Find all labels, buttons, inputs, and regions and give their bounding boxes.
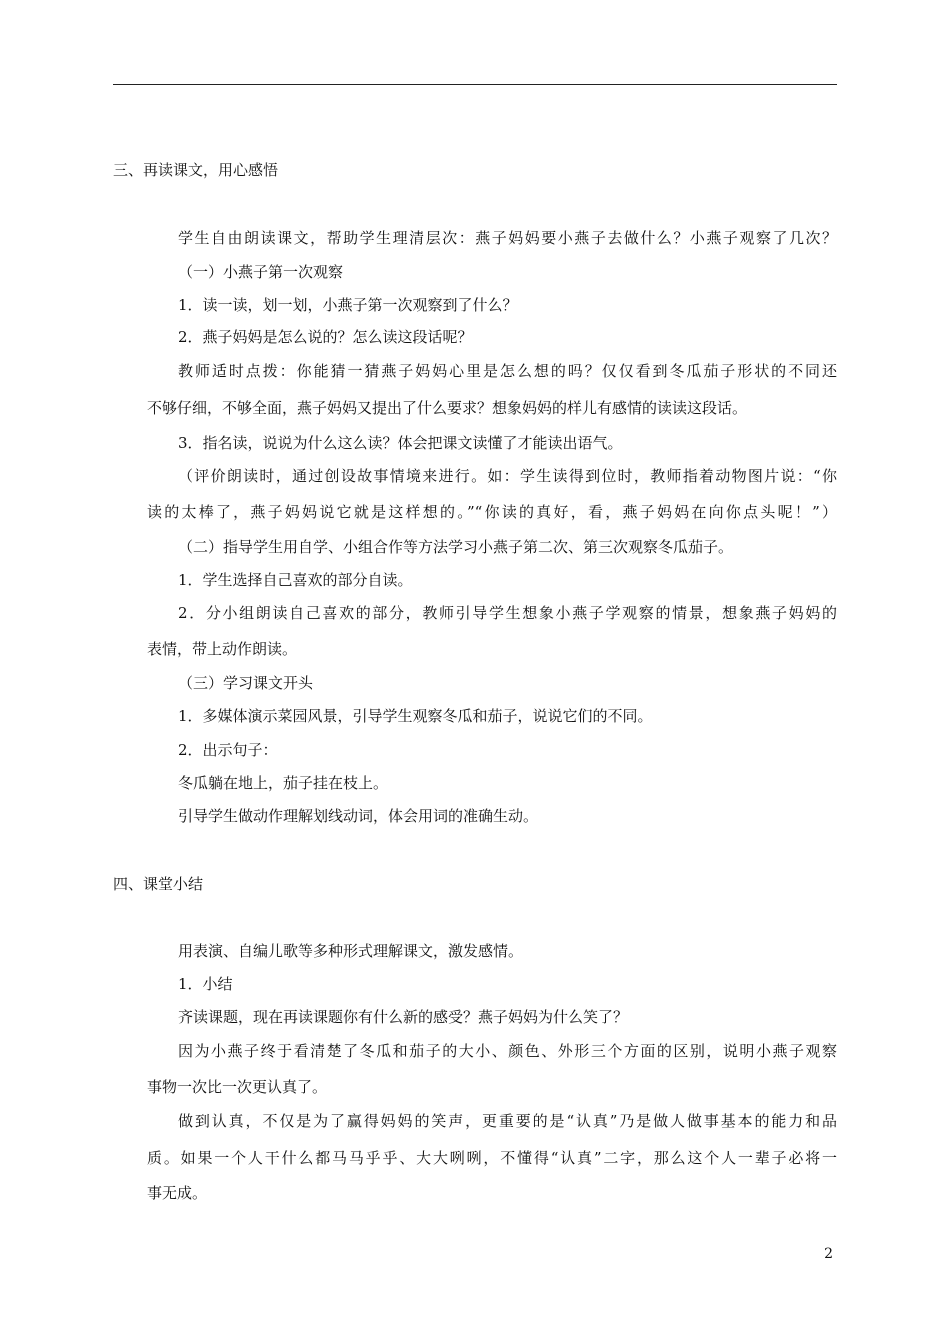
section-heading: 三、再读课文，用心感悟 — [113, 161, 279, 179]
subsection-heading: （一）小燕子第一次观察 — [178, 263, 344, 281]
paragraph-line: 因为小燕子终于看清楚了冬瓜和茄子的大小、颜色、外形三个方面的区别，说明小燕子观察 — [178, 1042, 837, 1060]
list-item: 3．指名读，说说为什么这么读？体会把课文读懂了才能读出语气。 — [178, 434, 623, 452]
paragraph-line: 不够仔细，不够全面，燕子妈妈又提出了什么要求？想象妈妈的样儿有感情的读读这段话。 — [147, 399, 748, 417]
paragraph-line: 学生自由朗读课文，帮助学生理清层次：燕子妈妈要小燕子去做什么？小燕子观察了几次？ — [178, 229, 837, 247]
paragraph-line: 事物一次比一次更认真了。 — [147, 1078, 328, 1096]
list-item: 2．燕子妈妈是怎么说的？怎么读这段话呢？ — [178, 328, 473, 346]
quoted-sentence: 冬瓜躺在地上，茄子挂在枝上。 — [178, 774, 389, 792]
section-heading: 四、课堂小结 — [113, 875, 204, 893]
paragraph-line: 教师适时点拨：你能猜一猜燕子妈妈心里是怎么想的吗？仅仅看到冬瓜茄子形状的不同还 — [178, 362, 837, 380]
paragraph-line: 用表演、自编儿歌等多种形式理解课文，激发感情。 — [178, 942, 524, 960]
paragraph-line: 做到认真，不仅是为了赢得妈妈的笑声，更重要的是“认真”乃是做人做事基本的能力和品 — [178, 1112, 837, 1130]
paragraph-line: 事无成。 — [147, 1184, 208, 1202]
paragraph-line: 齐读课题，现在再读课题你有什么新的感受？燕子妈妈为什么笑了？ — [178, 1008, 629, 1026]
paragraph-line: （评价朗读时，通过创设故事情境来进行。如：学生读得到位时，教师指着动物图片说：“你 — [178, 467, 837, 485]
subsection-heading: （三）学习课文开头 — [178, 674, 314, 692]
subsection-heading: （二）指导学生用自学、小组合作等方法学习小燕子第二次、第三次观察冬瓜茄子。 — [178, 538, 734, 556]
paragraph-line: 读的太棒了，燕子妈妈说它就是这样想的。”“你读的真好，看，燕子妈妈在向你点头呢！”） — [147, 503, 837, 521]
list-item: 1．多媒体演示菜园风景，引导学生观察冬瓜和茄子，说说它们的不同。 — [178, 707, 653, 725]
header-rule — [113, 84, 837, 85]
list-item: 1．学生选择自己喜欢的部分自读。 — [178, 571, 413, 589]
list-item: 1．小结 — [178, 975, 233, 993]
list-item: 1．读一读，划一划，小燕子第一次观察到了什么？ — [178, 296, 518, 314]
paragraph-line: 表情，带上动作朗读。 — [147, 640, 298, 658]
page-number: 2 — [824, 1246, 833, 1262]
paragraph-line: 引导学生做动作理解划线动词，体会用词的准确生动。 — [178, 807, 539, 825]
list-item: 2．出示句子： — [178, 741, 278, 759]
list-item: 2．分小组朗读自己喜欢的部分，教师引导学生想象小燕子学观察的情景，想象燕子妈妈的 — [178, 604, 837, 622]
paragraph-line: 质。如果一个人干什么都马马乎乎、大大咧咧，不懂得“认真”二字，那么这个人一辈子必将一 — [147, 1149, 837, 1167]
